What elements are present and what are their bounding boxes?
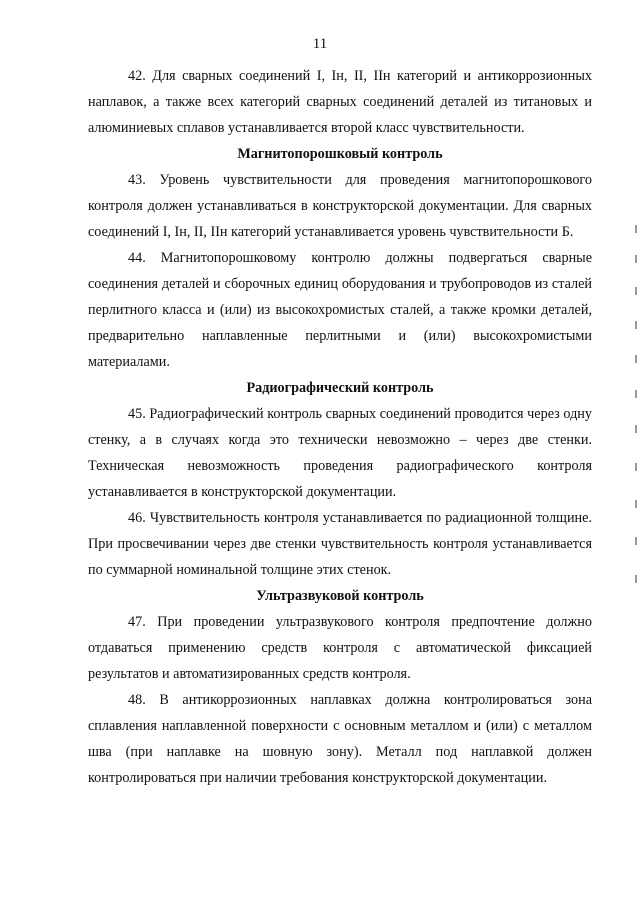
paragraph-45: 45. Радиографический контроль сварных соединений проводится через одну стенку, а в случаях когда это технически невозможно – через две стенки. Техническая невозможность проведения радиографического контроля устанавливается в конструкторской документации. [88,406,592,500]
document-body [88,63,592,791]
section-heading-radiographic: Радиографический контроль [246,380,434,396]
page-number: 11 [312,36,328,52]
paragraph-43: 43. Уровень чувствительности для проведения магнитопорошкового контроля должен устанавливаться в конструкторской документации. Для сварных соединений I, Iн, II, IIн категорий устанавливается уровень чувствительности Б. [88,172,592,240]
paragraph-47: 47. При проведении ультразвукового контроля предпочтение должно отдаваться применению средств контроля с автоматической фиксацией результатов и автоматизированных средств контроля. [88,614,592,682]
section-heading-ultrasonic: Ультразвуковой контроль [256,588,424,604]
scan-edge-marks [635,225,637,585]
paragraph-42: 42. Для сварных соединений I, Iн, II, IIн категорий и антикоррозионных наплавок, а также всех категорий сварных соединений деталей из титановых и алюминиевых сплавов устанавливается второй класс чувствительности. [88,68,592,136]
paragraph-46: 46. Чувствительность контроля устанавливается по радиационной толщине. При просвечивании через две стенки чувствительность контроля устанавливается по суммарной номинальной толщине этих стенок. [88,510,592,578]
paragraph-48: 48. В антикоррозионных наплавках должна контролироваться зона сплавления наплавленной поверхности с основным металлом и (или) с металлом шва (при наплавке на шовную зону). Металл под наплавкой должен контролироваться при наличии требования конструкторской документации. [88,692,592,786]
section-heading-magnetic-particle: Магнитопорошковый контроль [237,146,443,162]
paragraph-44: 44. Магнитопорошковому контролю должны подвергаться сварные соединения деталей и сборочных единиц оборудования и трубопроводов из сталей перлитного класса и (или) из высокохромистых сталей, а также кромки деталей, предварительно наплавленные перлитными и (или) высокохромистыми материалами. [88,250,592,370]
